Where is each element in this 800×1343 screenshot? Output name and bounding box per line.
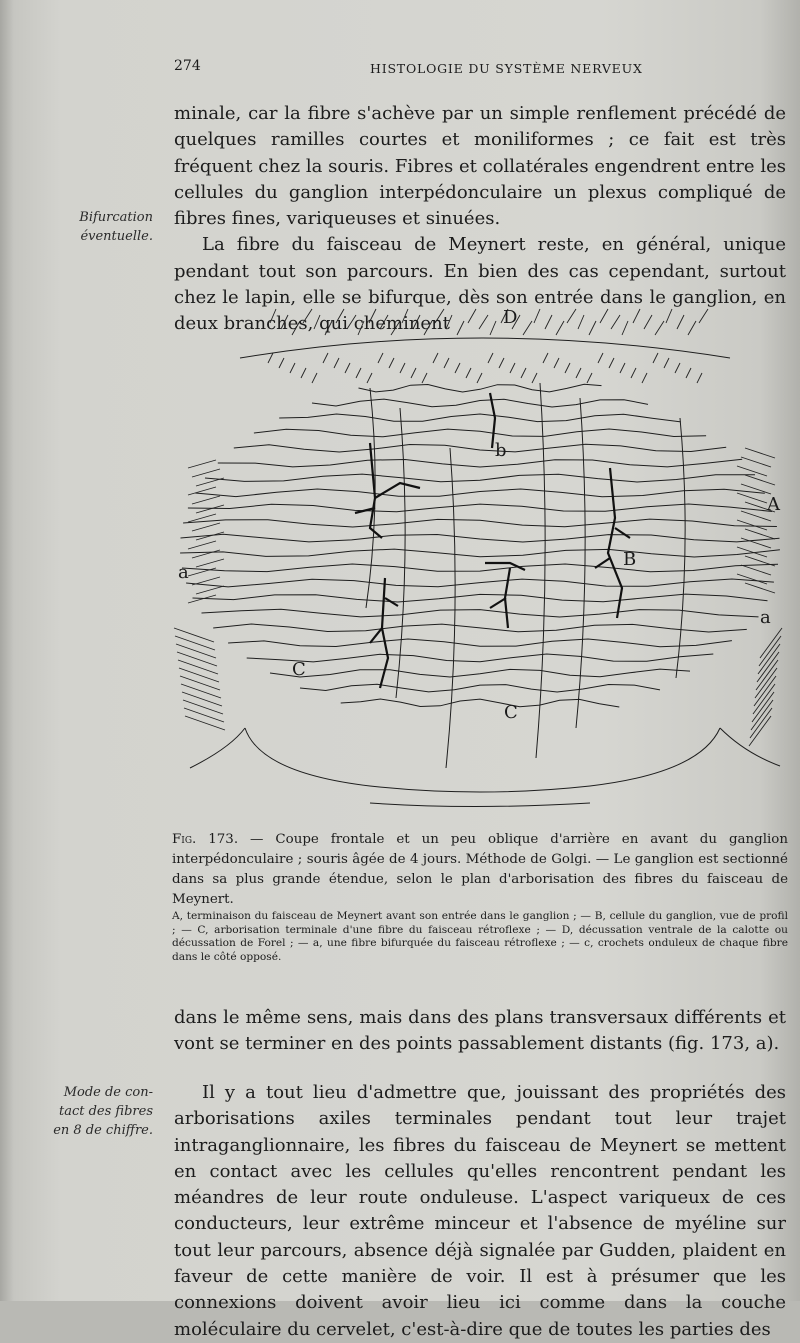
hatch-stroke: [675, 363, 680, 373]
hatch-stroke: [345, 363, 350, 373]
hatch-stroke: [758, 644, 780, 674]
hatch-stroke: [697, 373, 702, 383]
hatch-stroke: [532, 373, 537, 383]
figure-caption: [172, 830, 788, 910]
hatch-stroke: [192, 496, 220, 504]
hatch-stroke: [367, 373, 372, 383]
hatch-stroke: [457, 321, 464, 335]
label-C-center: C: [504, 702, 518, 723]
hatch-stroke: [369, 309, 376, 323]
hatch-stroke: [609, 358, 614, 368]
hatch-stroke: [510, 363, 515, 373]
hatch-stroke: [314, 315, 320, 329]
hatch-stroke: [402, 309, 408, 323]
margin-note-line: tact des fibres: [58, 1104, 153, 1119]
ganglion-illustration: [170, 298, 790, 816]
vertical-fibre: [536, 383, 545, 758]
paragraph-bifurcation: La fibre du faisceau de Meynert reste, en général, unique pendant tout son parcours. En bien des cas cependant, surtout chez le lapin, elle se bifurque, dès son entrée dans le ganglion, en deux branches, qui cheminent: [174, 234, 786, 335]
hatch-stroke: [521, 368, 526, 378]
hatch-stroke: [181, 684, 221, 698]
hatch-stroke: [196, 586, 224, 594]
fibre-line: [180, 549, 780, 557]
hatch-stroke: [688, 321, 696, 335]
fibre-line: [312, 399, 648, 407]
label-B: B: [623, 549, 637, 570]
label-A: A: [767, 494, 780, 515]
hatch-stroke: [192, 469, 220, 477]
neuron-arbor: [355, 443, 420, 538]
hatch-stroke: [543, 353, 548, 363]
hatch-stroke: [755, 668, 777, 698]
hatch-stroke: [655, 321, 664, 335]
fibre-line: [205, 474, 755, 482]
hatch-stroke: [192, 577, 220, 585]
hatch-stroke: [642, 373, 647, 383]
hatch-stroke: [622, 321, 628, 335]
hatch-stroke: [180, 676, 220, 690]
hatch-stroke: [749, 716, 771, 746]
hatch-stroke: [192, 550, 220, 558]
hatch-stroke: [179, 668, 219, 682]
paragraph-continuation: minale, car la fibre s'achève par un simple renflement précédé de quelques ramilles courtes et moniliformes ; ce fait est très fréquent chez la souris. Fibres et collatérales engendrent entre les cellules du ganglion interpédonculaire un plexus compliqué de fibres fines, variqueuses et sinuées.: [174, 103, 786, 230]
hatch-stroke: [176, 644, 216, 658]
hatch-stroke: [686, 368, 691, 378]
hatch-stroke: [334, 358, 339, 368]
hatch-stroke: [479, 315, 488, 329]
hatch-stroke: [389, 358, 394, 368]
label-b: b: [495, 440, 507, 461]
paragraph-after-figure: dans le même sens, mais dans des plans transversaux différents et vont se terminer en des points passablement distants (fig. 173, a).: [174, 1007, 786, 1055]
running-title: HISTOLOGIE DU SYSTÈME NERVEUX: [370, 61, 643, 76]
hatch-stroke: [279, 358, 284, 368]
label-D: D: [503, 307, 518, 328]
fibre-line: [182, 564, 778, 572]
hatch-stroke: [631, 368, 636, 378]
hatch-stroke: [433, 353, 438, 363]
hatch-stroke: [196, 559, 224, 567]
hatch-stroke: [545, 315, 552, 329]
base-curve: [190, 728, 245, 768]
hatch-stroke: [477, 373, 482, 383]
hatch-stroke: [466, 368, 471, 378]
hatch-stroke: [446, 315, 452, 329]
hatch-stroke: [534, 309, 540, 323]
vertical-fibre: [676, 418, 685, 678]
paragraph-contact: Il y a tout lieu d'admettre que, jouissant des propriétés des arborisations axiles terminales pendant tout leur trajet intraganglionnaire, les fibres du faisceau de Meynert se mettent en contact avec les cellules qu'elles rencontrent pendant les méandres de leur route onduleuse. L'aspect variqueux de ces conducteurs, leur extrême minceur et l'absence de myéline sur tout leur parcours, absence déjà signalée par Gudden, plaident en faveur de cette manière de voir. Il est à présumer que les connexions doivent avoir lieu ici comme dans la couche moléculaire du cervelet, c'est-à-dire que de toutes les parties des: [174, 1082, 786, 1340]
fibre-line: [247, 654, 714, 662]
vertical-fibre: [366, 388, 375, 608]
fibre-line: [181, 534, 780, 542]
hatch-stroke: [756, 660, 778, 690]
hatch-stroke: [196, 478, 224, 486]
hatch-stroke: [301, 368, 306, 378]
page-header: [0, 58, 800, 82]
fibre-line: [341, 699, 620, 707]
vertical-fibre: [446, 448, 455, 768]
hatch-stroke: [737, 493, 767, 503]
hatch-stroke: [183, 700, 223, 714]
margin-note-line: en 8 de chiffre.: [53, 1123, 153, 1138]
fibre-line: [300, 684, 660, 692]
hatch-stroke: [192, 523, 220, 531]
hatch-stroke: [188, 541, 216, 549]
hatch-stroke: [281, 315, 288, 329]
hatch-stroke: [424, 321, 432, 335]
hatch-stroke: [666, 309, 672, 323]
label-a-right: a: [760, 607, 771, 628]
hatch-stroke: [523, 321, 532, 335]
hatch-stroke: [556, 321, 564, 335]
hatch-stroke: [753, 684, 775, 714]
figure-caption-label: Fig. 173.: [172, 832, 239, 847]
hatch-stroke: [177, 652, 217, 666]
hatch-stroke: [290, 363, 295, 373]
base-curve: [720, 728, 780, 766]
hatch-stroke: [292, 321, 300, 335]
hatch-stroke: [598, 353, 603, 363]
hatch-stroke: [677, 315, 684, 329]
hatch-stroke: [270, 309, 276, 323]
hatch-stroke: [745, 448, 775, 458]
hatch-stroke: [391, 321, 400, 335]
ganglion-contour: [245, 728, 720, 792]
neuron-arbor: [370, 578, 398, 688]
hatch-stroke: [554, 358, 559, 368]
fibre-line: [195, 489, 765, 497]
hatch-stroke: [620, 363, 625, 373]
hatch-stroke: [567, 309, 576, 323]
hatch-stroke: [380, 315, 388, 329]
label-a-left: a: [178, 562, 189, 583]
fibre-line: [202, 609, 759, 617]
hatch-stroke: [644, 315, 652, 329]
figure-legend: A, terminaison du faisceau de Meynert avant son entrée dans le ganglion ; — B, cellule du ganglion, vue de profil ; — C, arborisation terminale d'une fibre du faisceau rétroflexe ; — D, décussation ventrale de la calotte ou décussation de Forel ; — a, une fibre bifurquée du faisceau rétroflexe ; — c, crochets onduleux de chaque fibre dans le côté opposé.: [172, 910, 788, 963]
hatch-stroke: [196, 505, 224, 513]
hatch-stroke: [347, 315, 356, 329]
hatch-stroke: [737, 520, 767, 530]
hatch-stroke: [336, 309, 344, 323]
base-curve: [370, 803, 590, 807]
figure-173: [170, 298, 790, 816]
margin-note-bifurcation: [48, 208, 153, 246]
neuron-arbor: [595, 468, 630, 618]
hatch-stroke: [444, 358, 449, 368]
hatch-stroke: [413, 315, 420, 329]
hatch-stroke: [174, 628, 214, 642]
hatch-stroke: [175, 636, 215, 650]
fibre-line: [218, 459, 742, 467]
hatch-stroke: [760, 628, 782, 658]
hatch-stroke: [468, 309, 476, 323]
hatch-stroke: [745, 583, 775, 593]
fibre-line: [254, 429, 706, 437]
hatch-stroke: [664, 358, 669, 368]
hatch-stroke: [745, 475, 775, 485]
hatch-stroke: [323, 353, 328, 363]
hatch-stroke: [455, 363, 460, 373]
hatch-stroke: [184, 708, 224, 722]
hatch-stroke: [576, 368, 581, 378]
fibre-line: [234, 444, 726, 452]
fibre-line: [213, 624, 747, 632]
hatch-stroke: [750, 708, 772, 738]
hatch-stroke: [178, 660, 218, 674]
hatch-stroke: [400, 363, 405, 373]
hatch-stroke: [325, 321, 332, 335]
hatch-stroke: [741, 457, 771, 467]
label-C-left: C: [292, 659, 306, 680]
hatch-stroke: [435, 309, 444, 323]
hatch-stroke: [699, 309, 708, 323]
hatch-stroke: [759, 636, 781, 666]
hatch-stroke: [422, 373, 427, 383]
fibre-line: [193, 594, 768, 602]
hatch-stroke: [490, 321, 496, 335]
hatch-stroke: [378, 353, 383, 363]
hatch-stroke: [578, 315, 584, 329]
margin-note-mode-contact: [48, 1083, 153, 1140]
hatch-stroke: [182, 692, 222, 706]
fibre-line: [228, 639, 732, 647]
hatch-stroke: [600, 309, 608, 323]
hatch-stroke: [587, 373, 592, 383]
hatch-stroke: [303, 309, 312, 323]
hatch-stroke: [488, 353, 493, 363]
hatch-stroke: [611, 315, 620, 329]
hatch-stroke: [741, 565, 771, 575]
hatch-stroke: [754, 676, 776, 706]
fibre-line: [279, 414, 681, 422]
hatch-stroke: [653, 353, 658, 363]
hatch-stroke: [268, 353, 273, 363]
hatch-stroke: [185, 716, 225, 730]
hatch-stroke: [737, 574, 767, 584]
fibre-line: [359, 384, 602, 392]
hatch-stroke: [633, 309, 640, 323]
margin-note-line: Mode de con-: [63, 1085, 153, 1100]
fibre-line: [183, 519, 777, 527]
figure-caption-text: — Coupe frontale et un peu oblique d'arrière en avant du ganglion interpédonculaire ; souris âgée de 4 jours. Méthode de Golgi. — Le ganglion est sectionné dans sa plus grande étendue, selon le plan d'arborisation des fibres du faisceau de Meynert.: [172, 832, 788, 907]
hatch-stroke: [188, 460, 216, 468]
hatch-stroke: [312, 373, 317, 383]
fibre-line: [186, 579, 774, 587]
hatch-stroke: [499, 358, 504, 368]
hatch-stroke: [358, 321, 364, 335]
hatch-stroke: [356, 368, 361, 378]
hatch-stroke: [411, 368, 416, 378]
hatch-stroke: [752, 692, 774, 722]
hatch-stroke: [565, 363, 570, 373]
hatch-stroke: [745, 529, 775, 539]
page-number: 274: [174, 58, 201, 74]
hatch-stroke: [589, 321, 596, 335]
hatch-stroke: [757, 652, 779, 682]
hatch-stroke: [751, 700, 773, 730]
margin-note-line: Bifurcation: [79, 210, 153, 225]
margin-note-line: éventuelle.: [80, 229, 153, 244]
vertical-fibre: [576, 398, 585, 728]
fibre-line: [270, 669, 690, 677]
